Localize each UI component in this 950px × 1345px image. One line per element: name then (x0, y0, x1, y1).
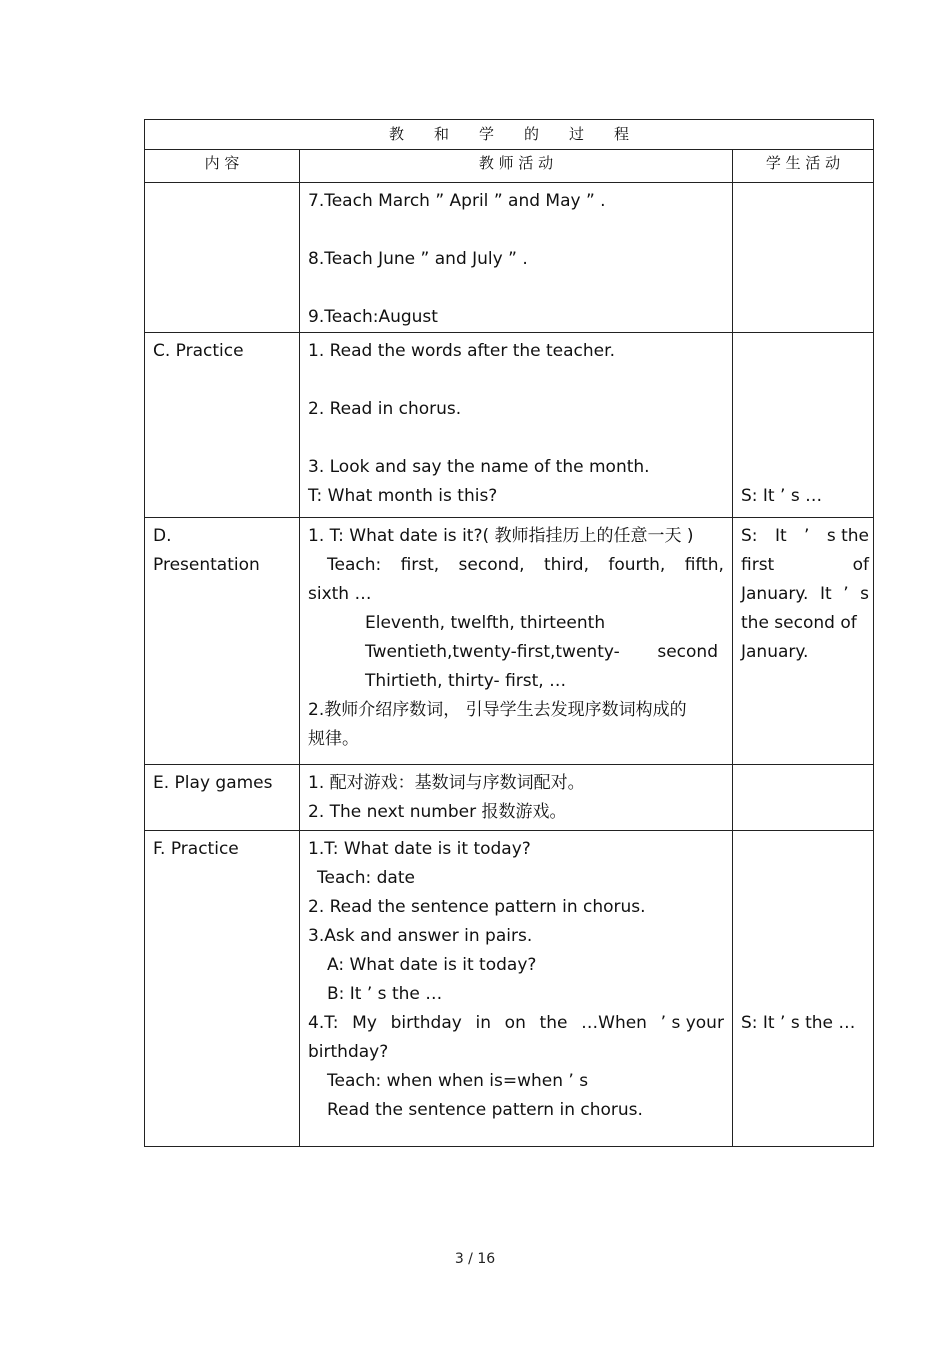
row-label-cell (145, 765, 300, 831)
student-activity-cell (733, 333, 874, 518)
teacher-line: 7.Teach March ” April ” and May ” . (308, 191, 606, 211)
row-label-cell (145, 183, 300, 333)
teacher-line: Eleventh, twelfth, thirteenth (365, 613, 606, 633)
teacher-line: 规律。 (308, 729, 359, 749)
teacher-line: 1. T: What date is it?( 教师指挂历上的任意一天 ) (308, 526, 694, 546)
student-line: S: It ’ s the (741, 526, 870, 546)
row-label: F. Practice (153, 839, 239, 859)
teacher-line: Thirtieth, thirty- first, … (365, 671, 567, 691)
teacher-line: 8.Teach June ” and July ” . (308, 249, 528, 269)
teacher-line: T: What month is this? (308, 486, 498, 506)
table-row (145, 765, 874, 831)
student-line: the second of (741, 613, 857, 633)
teacher-line: Twentieth,twenty-first,twenty- second (365, 642, 718, 662)
teacher-line: A: What date is it today? (327, 955, 537, 975)
row-label: D. (153, 526, 172, 546)
page-number: 3 / 16 (454, 1251, 496, 1267)
student-activity-cell (733, 518, 874, 765)
teacher-activity-cell (300, 333, 733, 518)
lesson-table (144, 119, 874, 1147)
row-label: E. Play games (153, 773, 273, 793)
student-activity-cell (733, 831, 874, 1147)
student-line: January. It ’ s (741, 584, 869, 604)
table-row (145, 831, 874, 1147)
teacher-line: birthday? (308, 1042, 389, 1062)
teacher-line: Teach: when when is=when ’ s (327, 1071, 589, 1091)
student-line: first of (741, 555, 870, 575)
teacher-line: Teach: date (317, 868, 415, 888)
col-header-teacher: 教 师 活 动 (300, 150, 733, 183)
teacher-line: 1. 配对游戏：基数词与序数词配对。 (308, 773, 585, 793)
teacher-activity-cell (300, 518, 733, 765)
table-title-text: 教 和 学 的 过 程 (388, 125, 630, 143)
teacher-activity-cell (300, 831, 733, 1147)
teacher-line: 2.教师介绍序数词， 引导学生去发现序数词构成的 (308, 700, 687, 720)
teacher-line: B: It ’ s the … (327, 984, 443, 1004)
table-row (145, 518, 874, 765)
col-header-content: 内 容 (145, 150, 300, 183)
teacher-line: 1.T: What date is it today? (308, 839, 531, 859)
row-label: Presentation (153, 555, 260, 575)
col-header-student: 学 生 活 动 (733, 150, 874, 183)
teacher-line: 4.T: My birthday in on the …When ’ s your (308, 1013, 724, 1033)
teacher-line: Read the sentence pattern in chorus. (327, 1100, 643, 1120)
teacher-line: 9.Teach:August (308, 307, 438, 327)
row-label: C. Practice (153, 341, 244, 361)
table-title-row (145, 120, 874, 150)
student-activity-cell (733, 765, 874, 831)
student-line: S: It ’ s the … (741, 1013, 856, 1033)
teacher-line: Teach: first, second, third, fourth, fifth, (327, 555, 724, 575)
student-line: January. (741, 642, 809, 662)
teacher-line: sixth … (308, 584, 372, 604)
student-line: S: It ’ s … (741, 486, 823, 506)
student-activity-cell (733, 183, 874, 333)
teacher-line: 2. Read the sentence pattern in chorus. (308, 897, 646, 917)
teacher-line: 1. Read the words after the teacher. (308, 341, 615, 361)
table-row (145, 183, 874, 333)
teacher-line: 2. Read in chorus. (308, 399, 462, 419)
row-label-cell (145, 333, 300, 518)
teacher-line: 3. Look and say the name of the month. (308, 457, 650, 477)
row-label-cell (145, 518, 300, 765)
table-row (145, 333, 874, 518)
column-header-row (145, 150, 874, 183)
teacher-line: 3.Ask and answer in pairs. (308, 926, 533, 946)
teacher-line: 2. The next number 报数游戏。 (308, 802, 567, 822)
teacher-activity-cell (300, 765, 733, 831)
table-title (145, 120, 874, 150)
teacher-activity-cell (300, 183, 733, 333)
row-label-cell (145, 831, 300, 1147)
